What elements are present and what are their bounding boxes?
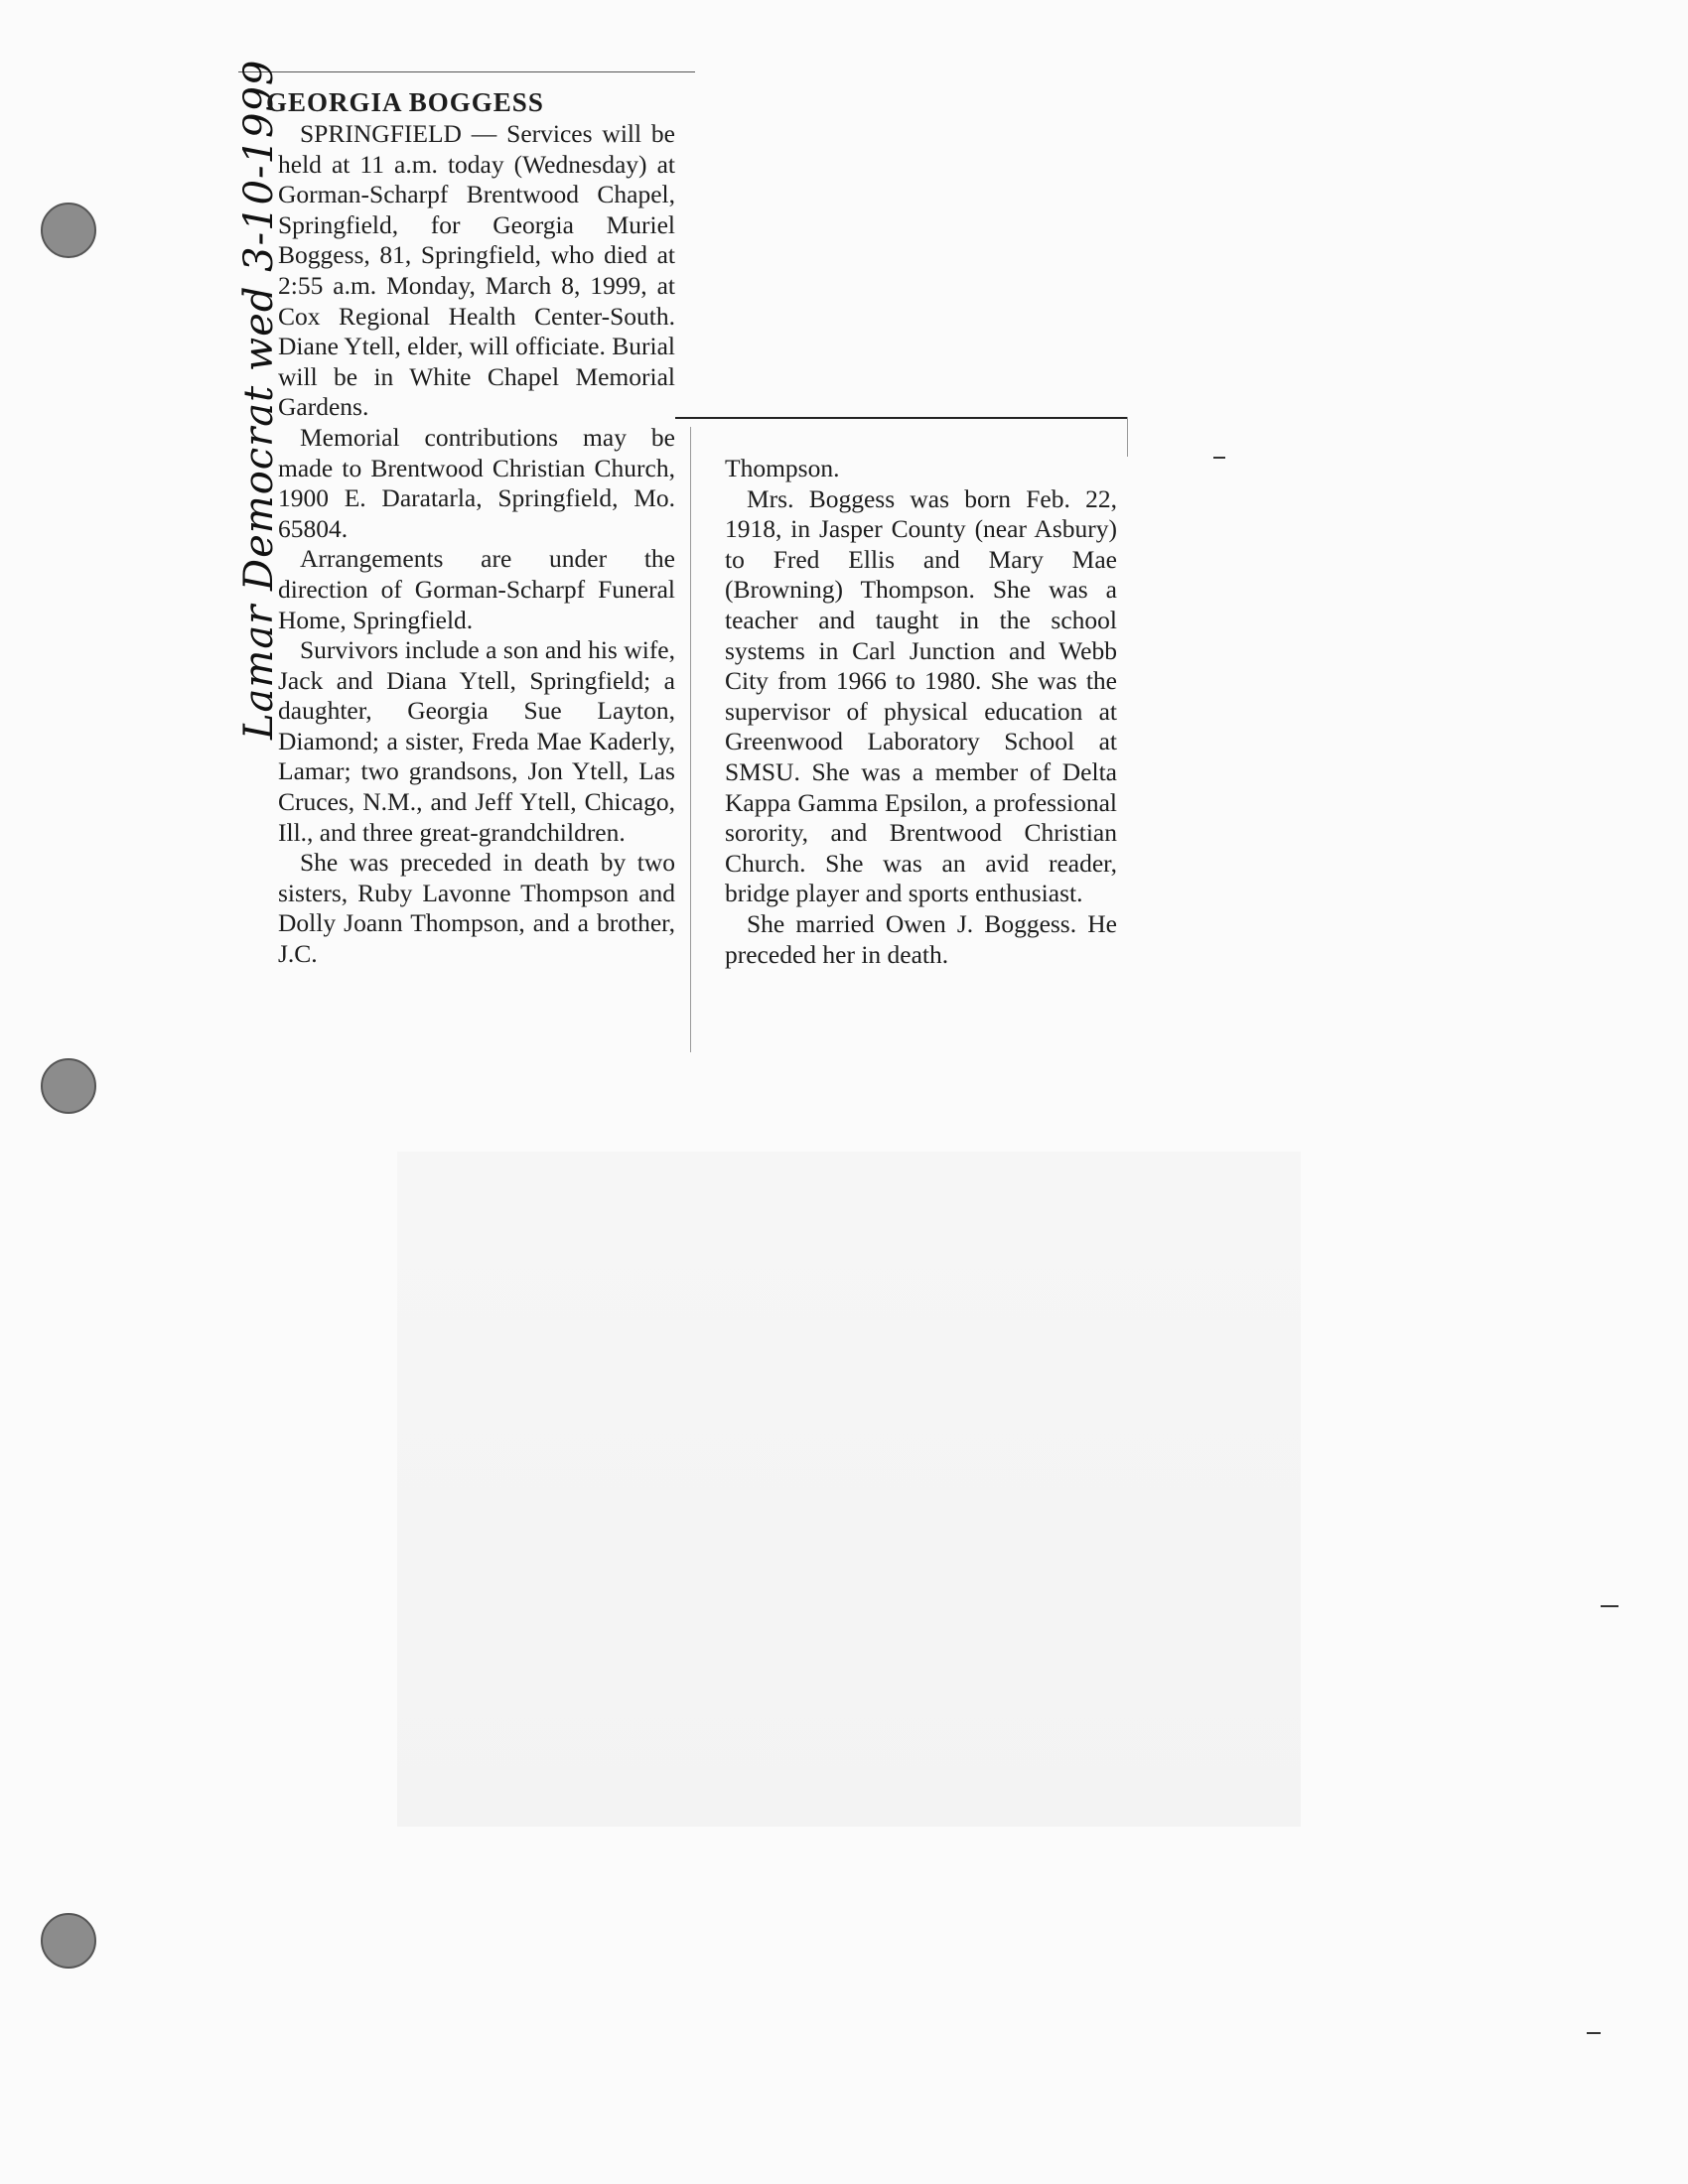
reverse-side-show-through xyxy=(397,1152,1301,1827)
binder-hole-top xyxy=(41,203,96,258)
obituary-column-1 xyxy=(278,119,675,970)
column-divider xyxy=(690,427,691,1052)
scan-speck xyxy=(1587,2032,1601,2034)
handwritten-source-note: Lamar Democrat wed 3-10-1999 xyxy=(236,59,282,740)
scan-speck xyxy=(1213,457,1225,459)
column1-paragraph-1: SPRINGFIELD — Services will be held at 11 a.m. today (Wednesday) at Gorman-Scharpf Brentwood Chapel, Springfield, for Georgia Muriel Boggess, 81, Springfield, who died at 2:55 a.m. Monday, March 8, 1999, at Cox Regional Health Center-South. Diane Ytell, elder, will officiate. Burial will be in White Chapel Memorial Gardens. xyxy=(278,119,675,422)
obituary-headline: GEORGIA BOGGESS xyxy=(266,87,544,117)
scan-speck xyxy=(1601,1605,1618,1607)
column1-paragraph-3: Arrangements are under the direction of Gorman-Scharpf Funeral Home, Springfield. xyxy=(278,544,675,634)
column2-paragraph-1: Thompson. xyxy=(725,454,840,482)
column-top-rule xyxy=(238,71,695,72)
column2-paragraph-3: She married Owen J. Boggess. He preceded her in death. xyxy=(725,908,1117,969)
column2-right-edge xyxy=(1127,417,1128,457)
binder-hole-middle xyxy=(41,1058,96,1114)
obituary-column-2 xyxy=(725,454,1117,970)
column1-paragraph-5: She was preceded in death by two sisters, Ruby Lavonne Thompson and Dolly Joann Thompson, and a brother, J.C. xyxy=(278,848,675,969)
column1-paragraph-2: Memorial contributions may be made to Brentwood Christian Church, 1900 E. Daratarla, Springfield, Mo. 65804. xyxy=(278,422,675,543)
column1-paragraph-4: Survivors include a son and his wife, Jack and Diana Ytell, Springfield; a daughter, Georgia Sue Layton, Diamond; a sister, Freda Mae Kaderly, Lamar; two grandsons, Jon Ytell, Las Cruces, N.M., and Jeff Ytell, Chicago, Ill., and three great-grandchildren. xyxy=(278,635,675,847)
binder-hole-bottom xyxy=(41,1913,96,1969)
column2-paragraph-2: Mrs. Boggess was born Feb. 22, 1918, in Jasper County (near Asbury) to Fred Ellis and Mary Mae (Browning) Thompson. She was a teacher and taught in the school systems in Carl Junction and Webb City from 1966 to 1980. She was the supervisor of physical education at Greenwood Laboratory School at SMSU. She was a member of Delta Kappa Gamma Epsilon, a professional sorority, and Brentwood Christian Church. She was an avid reader, bridge player and sports enthusiast. xyxy=(725,483,1117,908)
column2-top-rule xyxy=(675,417,1127,419)
